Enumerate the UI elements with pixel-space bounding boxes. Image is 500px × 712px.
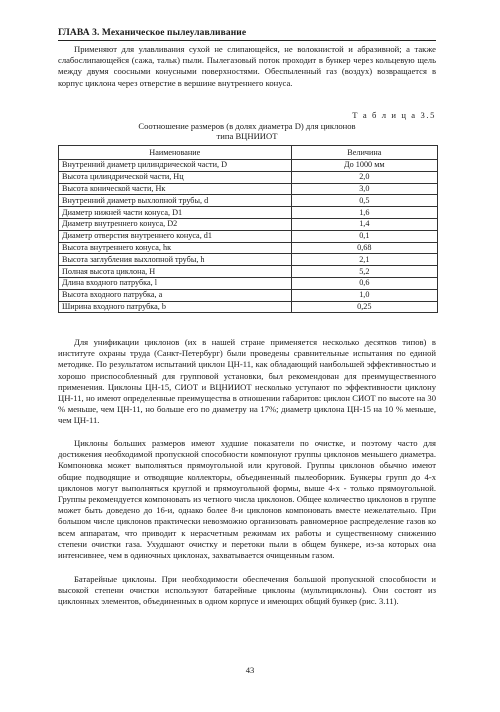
paragraph-large-cyclones: Циклоны больших размеров имеют худшие показатели по очистке, и поэтому часто для достижения необходимой пропускной способности компонуют группы циклонов меньшего диаметра. Компоновка может выполняться прямоугольной или круговой. Группы циклонов обычно имеют общие подводящие и отводящие коллекторы, объединенный пылеоборник. Бункеры групп до 4-х циклонов могут выполняться круглой и прямоугольной формы, выше 4-х - только прямоугольной. Группы рекомендуется компоновать из четного числа циклонов. Общее количество циклонов в группе может быть доведено до 16-и, однако более 8-и циклонов компоновать вместе нежелательно. При большом числе циклонов практически невозможно организовать равномерное распределение газов ко всем аппаратам, что приводит к нерасчетным режимам их работы и существенному снижению степени очистки газа. Ухудшают очистку и перетоки пыли в общем бункере, из-за которых она интенсивнее, чем в одиночных циклонах, захватывается очищенным газом.: [58, 438, 436, 561]
table-row: [59, 289, 438, 301]
paragraph-battery-cyclones: Батарейные циклоны. При необходимости обеспечения большой пропускной способности и высокой степени очистки используют батарейные циклоны (мультициклоны). Они состоят из циклонных элементов, объединенных в одном корпусе и имеющих общий бункер (рис. 3.11).: [58, 574, 436, 607]
row-name: Внутренний диаметр цилиндрической части, D: [59, 160, 292, 172]
row-value: 0,1: [291, 230, 437, 242]
table-row: [59, 195, 438, 207]
table-row: [59, 183, 438, 195]
row-name: Высота заглубления выхлопной трубы, h: [59, 254, 292, 266]
row-value: 2,0: [291, 171, 437, 183]
row-value: 1,4: [291, 218, 437, 230]
table-title-line-2: типа ВЦНИИОТ: [216, 131, 278, 141]
row-value: 1,0: [291, 289, 437, 301]
row-name: Диаметр отверстия внутреннего конуса, d1: [59, 230, 292, 242]
row-name: Диаметр нижней части конуса, D1: [59, 207, 292, 219]
row-name: Высота конической части, Hк: [59, 183, 292, 195]
row-name: Внутренний диаметр выхлопной трубы, d: [59, 195, 292, 207]
row-name: Высота входного патрубка, a: [59, 289, 292, 301]
row-value: До 1000 мм: [291, 160, 437, 172]
row-name: Высота цилиндрической части, Hц: [59, 171, 292, 183]
row-value: 5,2: [291, 266, 437, 278]
row-value: 1,6: [291, 207, 437, 219]
row-value: 0,25: [291, 301, 437, 313]
table-row: [59, 242, 438, 254]
row-value: 0,6: [291, 277, 437, 289]
row-value: 0,68: [291, 242, 437, 254]
row-value: 0,5: [291, 195, 437, 207]
row-name: Диаметр внутреннего конуса, D2: [59, 218, 292, 230]
row-name: Высота внутреннего конуса, hк: [59, 242, 292, 254]
table-row: [59, 171, 438, 183]
table-row: [59, 160, 438, 172]
column-header-name: Наименование: [59, 146, 292, 160]
table-row: [59, 266, 438, 278]
table-row: [59, 218, 438, 230]
paragraph-unification: Для унификации циклонов (их в нашей стране применяется несколько десятков типов) в институте охраны труда (Санкт-Петербург) были проведены сравнительные испытания по единой методике. По результатом испытаний циклон ЦН-11, как обладающий наибольшей эффективностью и хорошо приспособленный для групповой установки, был рекомендован для преимущественного применения. Циклоны ЦН-15, СИОТ и ВЦНИИОТ несколько уступают по эффективности циклону ЦН-11, но имеют определенные преимущества в отношении габаритов: циклон СИОТ по высоте на 30 % меньше, чем ЦН-11, но больше его по диаметру на 17%; диаметр циклона ЦН-15 на 10 % меньше, чем ЦН-11.: [58, 337, 436, 426]
row-name: Полная высота циклона, H: [59, 266, 292, 278]
table-header-row: [59, 146, 438, 160]
table-row: [59, 207, 438, 219]
row-name: Ширина входного патрубка, b: [59, 301, 292, 313]
column-header-value: Величина: [291, 146, 437, 160]
table-title-line-1: Соотношение размеров (в долях диаметра D) для циклонов: [138, 121, 356, 131]
paragraph-intro: Применяют для улавливания сухой не слипающейся, не волокнистой и абразивной; а также слабослипающейся (сажа, тальк) пыли. Пылегазовый поток проходит в бункер через кольцевую щель между двумя соосными конусными поверхностями. Обеспыленный газ (воздух) возвращается в корпус циклона через отверстие в вершине внутреннего конуса.: [58, 44, 436, 88]
table-title: [58, 121, 436, 141]
table-label: Т а б л и ц а 3.5: [352, 110, 436, 120]
row-value: 3,0: [291, 183, 437, 195]
table-row: [59, 230, 438, 242]
table-row: [59, 277, 438, 289]
page-number: 43: [245, 665, 255, 675]
row-name: Длина входного патрубка, l: [59, 277, 292, 289]
table-row: [59, 254, 438, 266]
cyclone-ratio-table: [58, 145, 438, 313]
table-row: [59, 301, 438, 313]
row-value: 2,1: [291, 254, 437, 266]
running-header: ГЛАВА 3. Механическое пылеулавливание: [58, 28, 436, 41]
